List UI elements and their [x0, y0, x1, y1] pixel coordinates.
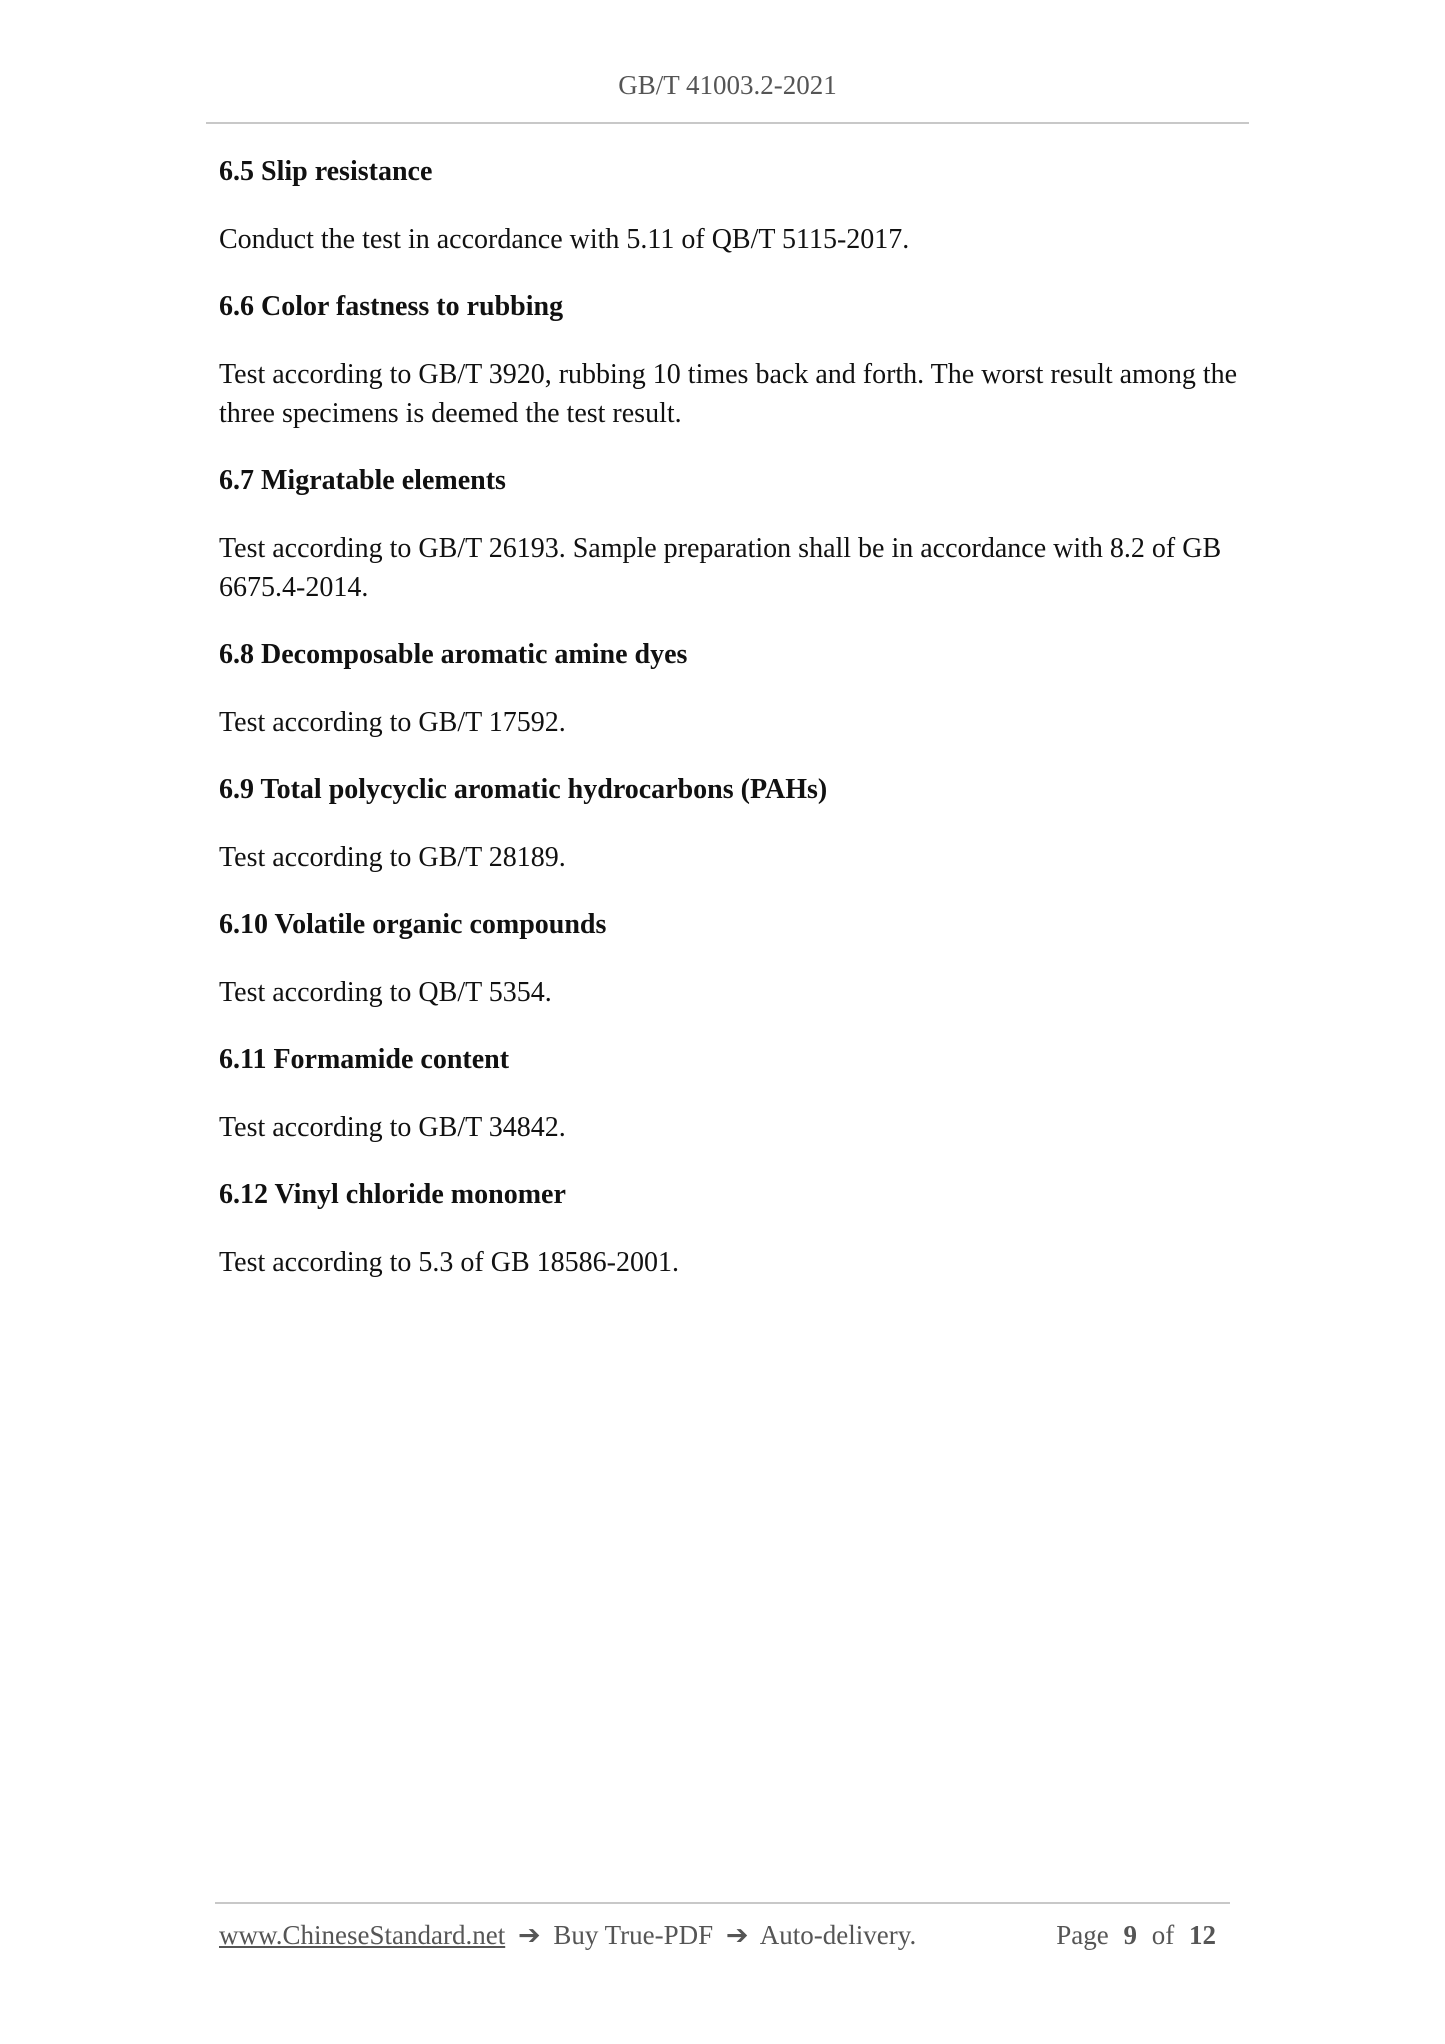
- section-heading: 6.9 Total polycyclic aromatic hydrocarbons (PAHs): [219, 774, 828, 805]
- page-total: 12: [1189, 1920, 1216, 1950]
- section-6-7: [219, 461, 1239, 607]
- section-6-9: [219, 770, 1239, 877]
- section-heading: 6.11 Formamide content: [219, 1044, 510, 1075]
- section-heading: 6.6 Color fastness to rubbing: [219, 291, 564, 322]
- section-body: Test according to GB/T 28189.: [219, 842, 566, 873]
- footer-promo: [219, 1920, 916, 1951]
- section-body: Test according to GB/T 17592.: [219, 707, 566, 738]
- section-heading: 6.7 Migratable elements: [219, 465, 506, 496]
- section-body: Test according to GB/T 3920, rubbing 10 times back and forth. The worst result among the three specimens is deemed the test result.: [219, 359, 1238, 429]
- section-6-8: [219, 635, 1239, 742]
- section-heading: 6.10 Volatile organic compounds: [219, 909, 607, 940]
- section-body: Conduct the test in accordance with 5.11 of QB/T 5115-2017.: [219, 224, 910, 255]
- section-6-10: [219, 905, 1239, 1012]
- standard-code: GB/T 41003.2-2021: [618, 70, 837, 100]
- section-6-11: [219, 1040, 1239, 1147]
- section-body: Test according to GB/T 34842.: [219, 1112, 566, 1143]
- arrow-right-icon: ➔: [725, 1920, 749, 1950]
- section-body: Test according to QB/T 5354.: [219, 977, 552, 1008]
- section-heading: 6.12 Vinyl chloride monomer: [219, 1179, 566, 1210]
- arrow-right-icon: ➔: [517, 1920, 541, 1950]
- document-body: [219, 152, 1239, 1310]
- site-link[interactable]: www.ChineseStandard.net: [219, 1920, 506, 1950]
- page-indicator: [1056, 1920, 1224, 1951]
- section-body: Test according to GB/T 26193. Sample preparation shall be in accordance with 8.2 of GB 6675.4-2014.: [219, 533, 1222, 603]
- buy-pdf-text: Buy True-PDF: [553, 1920, 714, 1950]
- document-header: [206, 70, 1249, 101]
- page-label: Page: [1056, 1920, 1109, 1950]
- section-body: Test according to 5.3 of GB 18586-2001.: [219, 1247, 679, 1278]
- section-heading: 6.8 Decomposable aromatic amine dyes: [219, 639, 688, 670]
- section-6-6: [219, 287, 1239, 433]
- footer-divider: [215, 1902, 1230, 1904]
- section-6-5: [219, 152, 1239, 259]
- section-6-12: [219, 1175, 1239, 1282]
- section-heading: 6.5 Slip resistance: [219, 156, 433, 187]
- page-current: 9: [1123, 1920, 1137, 1950]
- header-divider: [206, 122, 1249, 124]
- page-of: of: [1151, 1920, 1175, 1950]
- auto-delivery-text: Auto-delivery.: [759, 1920, 917, 1950]
